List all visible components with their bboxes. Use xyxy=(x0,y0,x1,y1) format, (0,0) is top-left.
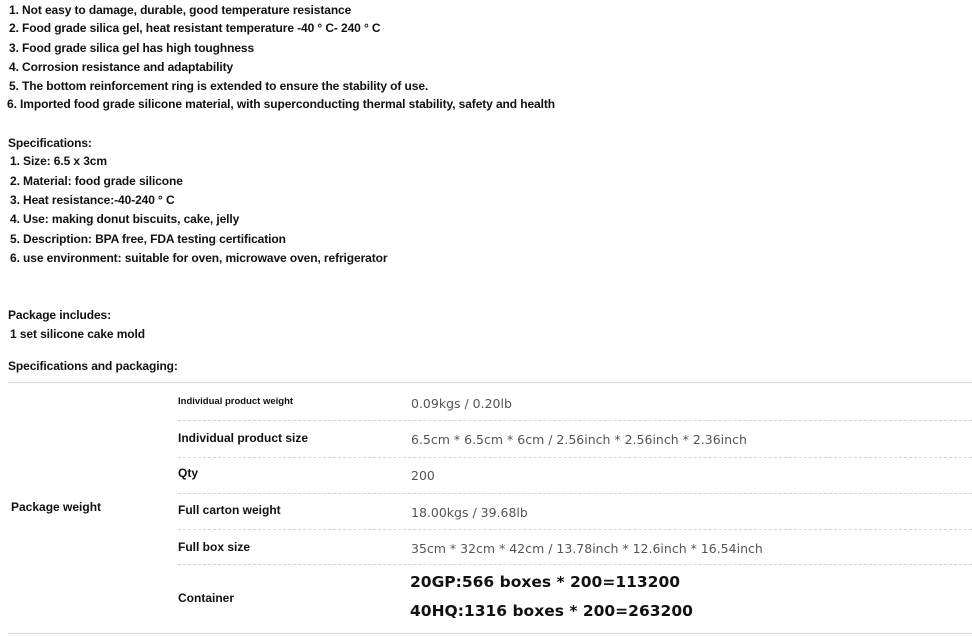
container-line-20gp: 20GP:566 boxes * 200=113200 xyxy=(410,573,681,591)
table-bottom-border xyxy=(8,633,972,634)
row-divider xyxy=(178,493,972,494)
feature-item: 1. Not easy to damage, durable, good temperature resistance xyxy=(9,3,352,17)
group-label: Package weight xyxy=(11,500,102,514)
feature-item: 2. Food grade silica gel, heat resistant temperature -40 ° C- 240 ° C xyxy=(9,21,381,35)
package-heading: Package includes: xyxy=(8,308,112,322)
row-divider xyxy=(178,564,972,565)
package-item: 1 set silicone cake mold xyxy=(10,327,145,341)
spec-item: 3. Heat resistance:-40-240 ° C xyxy=(10,193,175,207)
spec-item: 6. use environment: suitable for oven, microwave oven, refrigerator xyxy=(10,251,388,265)
row-value-size: 6.5cm * 6.5cm * 6cm / 2.56inch * 2.56inch * 2.36inch xyxy=(411,432,747,447)
row-value-box-size: 35cm * 32cm * 42cm / 13.78inch * 12.6inch * 16.54inch xyxy=(411,541,763,556)
specifications-heading: Specifications: xyxy=(8,136,92,150)
row-value-weight: 0.09kgs / 0.20lb xyxy=(411,396,512,411)
spec-item: 4. Use: making donut biscuits, cake, jelly xyxy=(10,212,240,226)
packaging-heading: Specifications and packaging: xyxy=(8,359,178,373)
feature-item: 5. The bottom reinforcement ring is extended to ensure the stability of use. xyxy=(9,79,429,93)
row-label-carton-weight: Full carton weight xyxy=(178,503,281,517)
row-value-qty: 200 xyxy=(411,468,435,483)
row-label-box-size: Full box size xyxy=(178,540,251,554)
row-divider xyxy=(178,420,972,421)
spec-item: 1. Size: 6.5 x 3cm xyxy=(10,154,107,168)
container-line-40hq: 40HQ:1316 boxes * 200=263200 xyxy=(410,602,693,620)
row-label-qty: Qty xyxy=(178,466,199,480)
row-divider xyxy=(178,529,972,530)
row-label-size: Individual product size xyxy=(178,431,309,445)
spec-item: 2. Material: food grade silicone xyxy=(10,174,183,188)
row-value-carton-weight: 18.00kgs / 39.68lb xyxy=(411,505,528,520)
table-top-border xyxy=(8,382,972,383)
row-divider xyxy=(178,457,972,458)
feature-item: 6. Imported food grade silicone material, with superconducting thermal stability, safety and health xyxy=(7,97,555,111)
row-label-weight: Individual product weight xyxy=(178,396,294,407)
row-label-container: Container xyxy=(178,591,235,605)
spec-item: 5. Description: BPA free, FDA testing certification xyxy=(10,232,286,246)
feature-item: 4. Corrosion resistance and adaptability xyxy=(9,60,234,74)
feature-item: 3. Food grade silica gel has high toughness xyxy=(9,41,255,55)
